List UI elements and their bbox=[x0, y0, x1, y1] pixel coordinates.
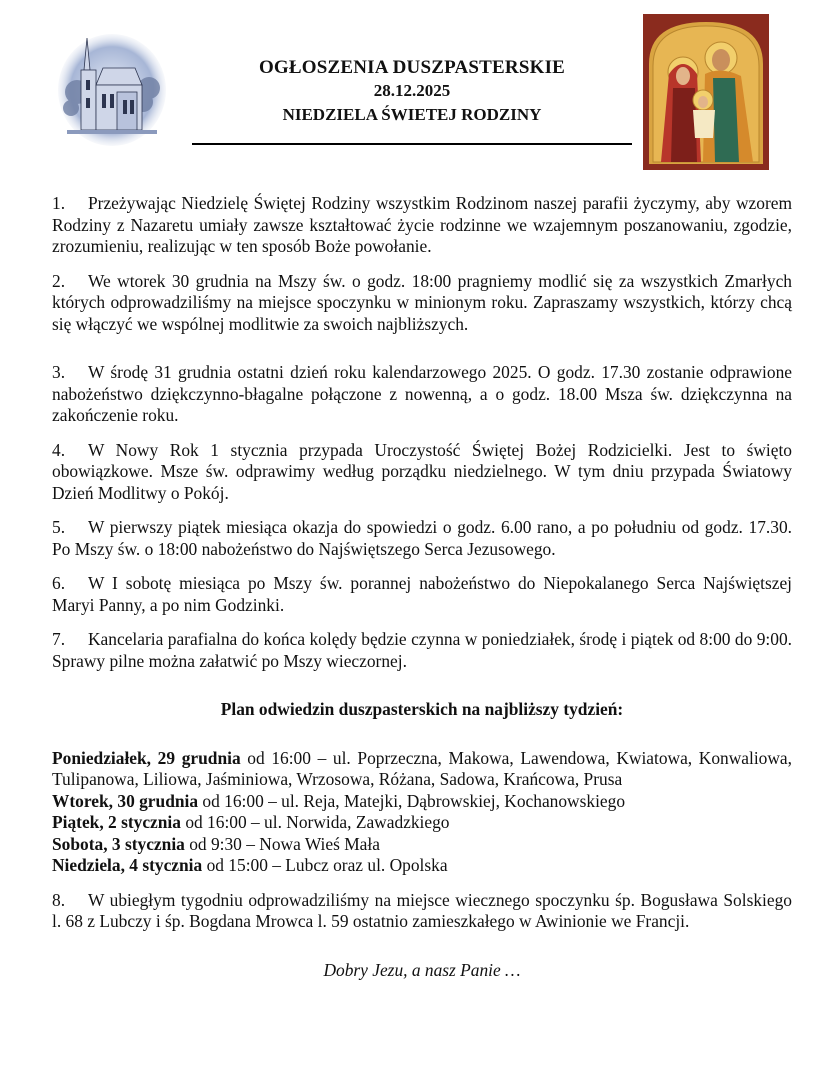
announcement-text: W pierwszy piątek miesiąca okazja do spowiedzi o godz. 6.00 rano, a po południu od godz. 17.30. Po Mszy św. o 18:00 nabożeństwo do Najświętszego Serca Jezusowego. bbox=[52, 517, 792, 559]
announcement-number: 2. bbox=[52, 270, 66, 291]
holy-family-icon bbox=[643, 14, 769, 170]
visit-day-date: Niedziela, 4 stycznia bbox=[52, 855, 203, 875]
announcement-number: 8. bbox=[52, 889, 66, 910]
visit-day bbox=[52, 834, 792, 856]
visit-day-details: od 15:00 – Lubcz oraz ul. Opolska bbox=[202, 855, 448, 875]
header-divider bbox=[192, 143, 632, 145]
visit-day bbox=[52, 791, 792, 813]
bulletin-subtitle: NIEDZIELA ŚWIETEJ RODZINY bbox=[282, 105, 542, 124]
announcement-number: 7. bbox=[52, 629, 66, 649]
bulletin-date: 28.12.2025 bbox=[373, 81, 451, 100]
bulletin-body bbox=[52, 193, 792, 981]
announcement-3 bbox=[52, 362, 792, 427]
announcement-5 bbox=[52, 517, 792, 560]
announcement-number: 4. bbox=[52, 439, 66, 460]
visit-day bbox=[52, 748, 792, 791]
bulletin-title: OGŁOSZENIA DUSZPASTERSKIE bbox=[258, 57, 566, 78]
announcement-text: W I sobotę miesiąca po Mszy św. porannej nabożeństwo do Niepokalanego Serca Najświętszej Maryi Panny, a po nim Godzinki. bbox=[52, 573, 792, 615]
visit-day-date: Wtorek, 30 grudnia bbox=[52, 790, 199, 811]
visit-day-details: od 16:00 – ul. Norwida, Zawadzkiego bbox=[180, 812, 450, 832]
visit-day-date: Poniedziałek, 29 grudnia bbox=[52, 747, 241, 768]
announcement-text: W Nowy Rok 1 stycznia przypada Uroczystość Świętej Bożej Rodzicielki. Jest to święto obowiązkowe. Msze św. odprawimy według porządku niedzielnego. W tym dniu przypada Światowy Dzień Modlitwy o Pokój. bbox=[52, 439, 792, 503]
announcement-number: 6. bbox=[52, 573, 66, 593]
visit-day bbox=[52, 812, 792, 834]
announcement-4 bbox=[52, 440, 792, 505]
visit-day-date: Piątek, 2 stycznia bbox=[52, 812, 181, 832]
closing-line: Dobry Jezu, a nasz Panie … bbox=[323, 959, 521, 980]
church-illustration bbox=[57, 30, 167, 148]
announcement-number: 3. bbox=[52, 362, 66, 382]
announcement-1 bbox=[52, 193, 792, 258]
announcement-2 bbox=[52, 271, 792, 336]
announcement-text: Przeżywając Niedzielę Świętej Rodziny wszystkim Rodzinom naszej parafii życzymy, aby wzorem Rodziny z Nazaretu umiały zawsze kształtować życie rodzinne we wzajemnym poszanowaniu, zgodzie, zrozumieniu, realizując w ten sposób Boże powołanie. bbox=[52, 193, 792, 256]
announcement-7 bbox=[52, 629, 792, 672]
announcement-6 bbox=[52, 573, 792, 616]
visit-day-details: od 9:30 – Nowa Wieś Mała bbox=[184, 833, 380, 854]
announcement-number: 5. bbox=[52, 517, 66, 537]
announcement-8 bbox=[52, 890, 792, 933]
bulletin-header bbox=[192, 56, 632, 128]
announcement-number: 1. bbox=[52, 193, 66, 213]
visit-day-details: od 16:00 – ul. Reja, Matejki, Dąbrowskiej, Kochanowskiego bbox=[198, 790, 626, 811]
visit-day bbox=[52, 855, 792, 877]
visit-day-details: od 16:00 – ul. Poprzeczna, Makowa, Lawendowa, Kwiatowa, Konwaliowa, Tulipanowa, Liliowa, Jaśminiowa, Wrzosowa, Różana, Sadowa, Krańcowa, Prusa bbox=[52, 747, 792, 789]
announcement-text: We wtorek 30 grudnia na Mszy św. o godz. 18:00 pragniemy modlić się za wszystkich Zmarłych których odprowadziliśmy na miejsce spoczynku w minionym roku. Zapraszamy wszystkich, którzy chcą się włączyć we wspólnej modlitwie za swoich najbliższych. bbox=[52, 270, 792, 334]
announcement-text: Kancelaria parafialna do końca kolędy będzie czynna w poniedziałek, środę i piątek od 8:00 do 9:00. Sprawy pilne można załatwić po Mszy wieczornej. bbox=[52, 629, 792, 671]
visit-day-date: Sobota, 3 stycznia bbox=[52, 833, 185, 854]
announcement-text: W środę 31 grudnia ostatni dzień roku kalendarzowego 2025. O godz. 17.30 zostanie odprawione nabożeństwo dziękczynno-błagalne połączone z nowenną, a o godz. 18.00 Msza św. dziękczynna na zakończenie roku. bbox=[52, 362, 792, 425]
announcement-text: W ubiegłym tygodniu odprowadziliśmy na miejsce wiecznego spoczynku śp. Bogusława Solskiego l. 68 z Lubczy i śp. Bogdana Mrowca l. 59 ostatnio zamieszkałego w Awinionie we Francji. bbox=[52, 889, 792, 931]
visit-plan-heading: Plan odwiedzin duszpasterskich na najbliższy tydzień: bbox=[220, 699, 624, 719]
